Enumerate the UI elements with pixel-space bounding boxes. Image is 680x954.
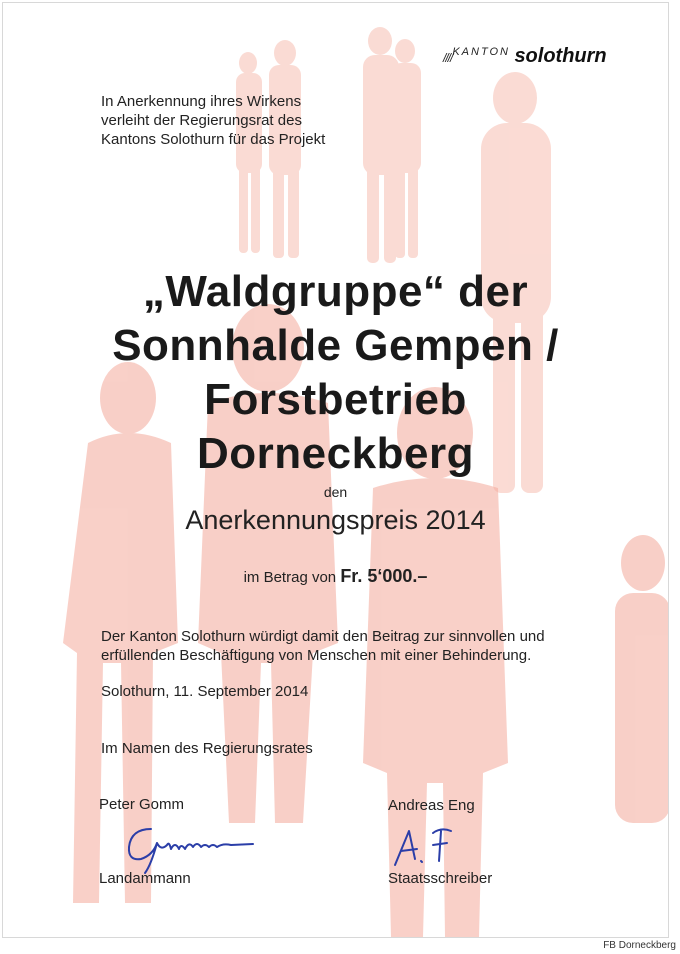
intro-line: Kantons Solothurn für das Projekt bbox=[101, 131, 326, 148]
signatory-name-left: Peter Gomm bbox=[99, 796, 185, 813]
project-title bbox=[3, 265, 668, 481]
on-behalf-text: Im Namen des Regierungsrates bbox=[101, 740, 313, 757]
amount-prefix: im Betrag von bbox=[243, 569, 337, 586]
kanton-solothurn-logo bbox=[443, 45, 607, 68]
den-text: den bbox=[323, 484, 348, 500]
signatory-role-left: Landammann bbox=[99, 870, 191, 887]
intro-line: verleiht der Regierungsrat des bbox=[101, 112, 302, 129]
signatory-name-right: Andreas Eng bbox=[388, 797, 475, 814]
title-line: Forstbetrieb bbox=[204, 375, 467, 424]
statement-text bbox=[101, 627, 631, 665]
statement-line: erfüllenden Beschäftigung von Menschen mit einer Behinderung. bbox=[101, 647, 532, 664]
statement-line: Der Kanton Solothurn würdigt damit den Beitrag zur sinnvollen und bbox=[101, 628, 545, 645]
prize-amount bbox=[3, 566, 668, 587]
signature-andreas-eng bbox=[389, 821, 469, 871]
intro-text bbox=[101, 92, 325, 149]
amount-value: Fr. 5‘000.– bbox=[340, 566, 428, 586]
logo-bars: //// bbox=[443, 51, 453, 65]
certificate-page bbox=[2, 2, 669, 938]
logo-name-text: solothurn bbox=[514, 45, 607, 67]
photo-credit: FB Dorneckberg bbox=[603, 940, 676, 951]
title-line: Dorneckberg bbox=[197, 429, 474, 478]
title-line: „Waldgruppe“ der bbox=[142, 267, 529, 316]
title-line: Sonnhalde Gempen / bbox=[112, 321, 559, 370]
prize-title: Anerkennungspreis 2014 bbox=[185, 505, 486, 535]
signatory-role-right: Staatsschreiber bbox=[388, 870, 493, 887]
logo-kanton-text: KANTON bbox=[452, 46, 510, 58]
place-date: Solothurn, 11. September 2014 bbox=[101, 683, 309, 700]
signature-peter-gomm bbox=[121, 815, 261, 877]
intro-line: In Anerkennung ihres Wirkens bbox=[101, 93, 302, 110]
